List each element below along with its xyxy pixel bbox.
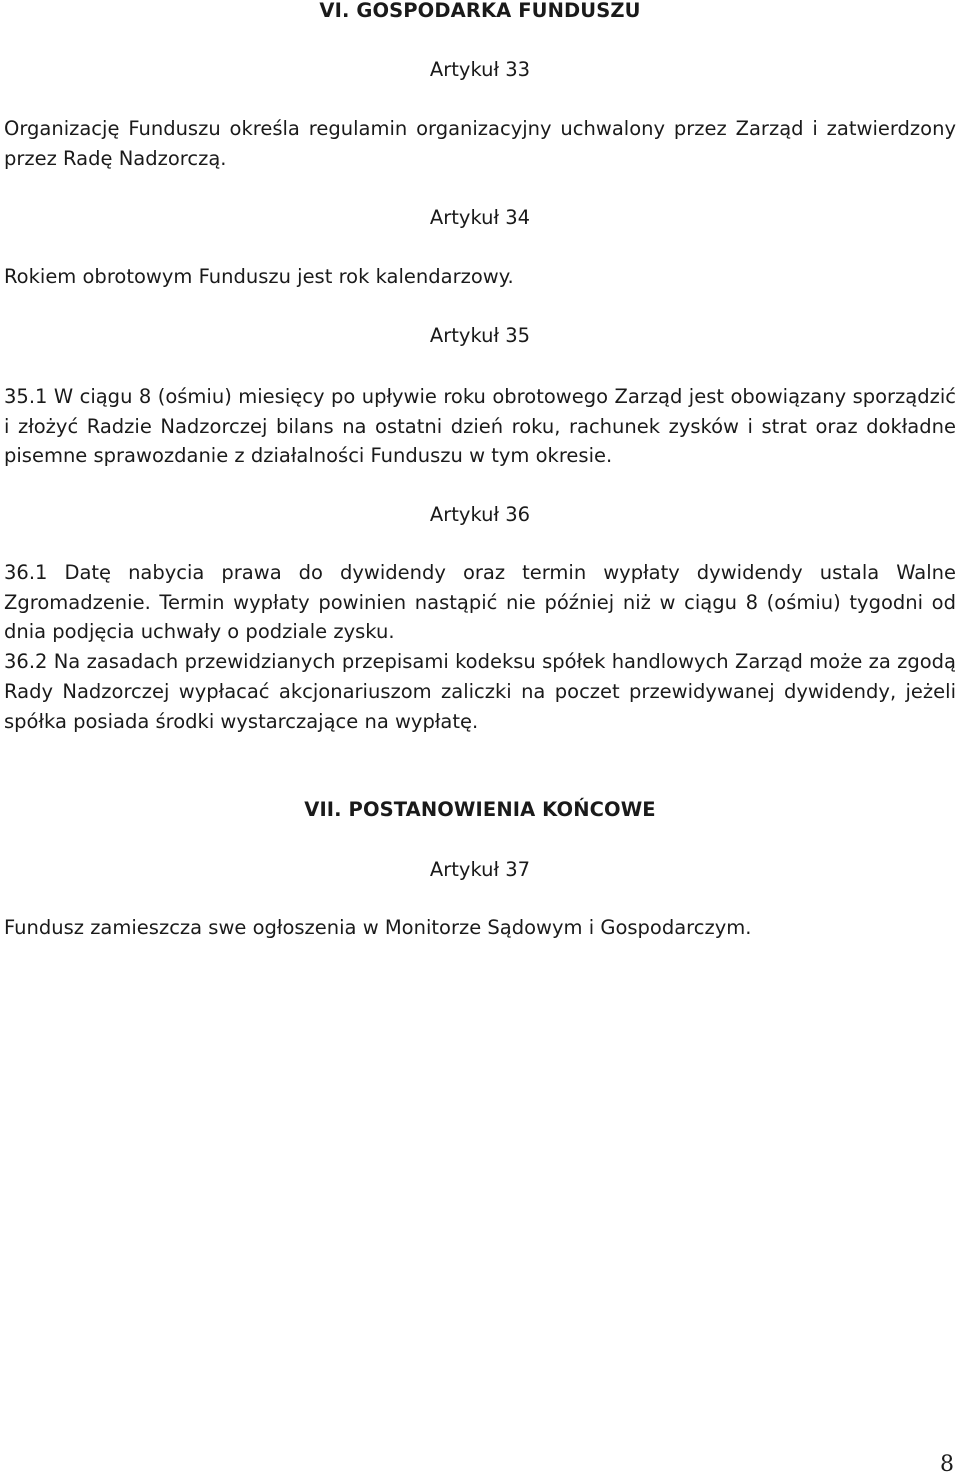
article-37-title: Artykuł 37 <box>429 858 531 881</box>
article-36-title: Artykuł 36 <box>429 503 531 526</box>
article-34-paragraph: Rokiem obrotowym Funduszu jest rok kalendarzowy. <box>4 265 514 288</box>
article-35-text <box>4 382 956 471</box>
article-34-title: Artykuł 34 <box>429 206 531 229</box>
section-heading-7: VII. POSTANOWIENIA KOŃCOWE <box>304 798 656 821</box>
article-33-paragraph: Organizację Funduszu określa regulamin organizacyjny uchwalony przez Zarząd i zatwierdzony przez Radę Nadzorczą. <box>4 117 956 170</box>
article-33-title: Artykuł 33 <box>429 58 531 81</box>
article-37-text <box>4 913 956 943</box>
article-33-text <box>4 114 956 173</box>
article-36-text <box>4 558 956 736</box>
article-36-paragraph-1: 36.1 Datę nabycia prawa do dywidendy oraz termin wypłaty dywidendy ustala Walne Zgromadzenie. Termin wypłaty powinien nastąpić nie później niż w ciągu 8 (ośmiu) tygodni od dnia podjęcia uchwały o podziale zysku. <box>4 561 956 644</box>
page-number: 8 <box>940 1452 954 1477</box>
article-37-paragraph: Fundusz zamieszcza swe ogłoszenia w Monitorze Sądowym i Gospodarczym. <box>4 916 752 939</box>
section-heading-6: VI. GOSPODARKA FUNDUSZU <box>319 0 641 22</box>
article-36-paragraph-2: 36.2 Na zasadach przewidzianych przepisami kodeksu spółek handlowych Zarząd może za zgodą Rady Nadzorczej wypłacać akcjonariuszom zaliczki na poczet przewidywanej dywidendy, jeżeli spółka posiada środki wystarczające na wypłatę. <box>4 650 956 733</box>
article-34-text <box>4 262 956 292</box>
article-35-title: Artykuł 35 <box>429 324 531 347</box>
article-35-paragraph: 35.1 W ciągu 8 (ośmiu) miesięcy po upływie roku obrotowego Zarząd jest obowiązany sporządzić i złożyć Radzie Nadzorczej bilans na ostatni dzień roku, rachunek zysków i strat oraz dokładne pisemne sprawozdanie z działalności Funduszu w tym okresie. <box>4 385 956 468</box>
